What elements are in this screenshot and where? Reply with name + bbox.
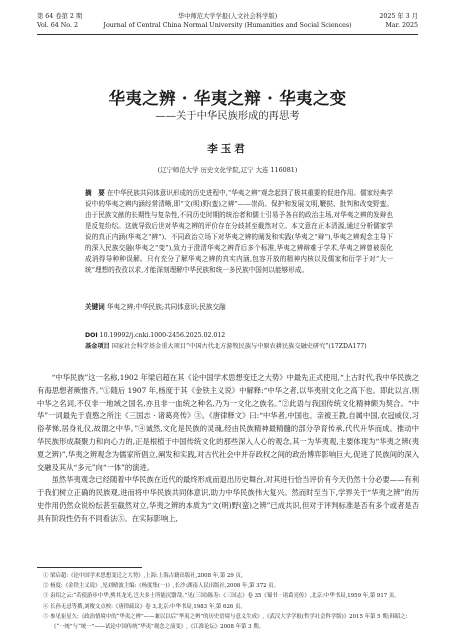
author-name: 李玉君 — [207, 143, 248, 155]
article-body — [37, 372, 419, 526]
fund-label: 基金项目 — [85, 343, 110, 350]
author-affiliation: (辽宁师范大学 历史文化学院,辽宁 大连 116081) — [157, 166, 298, 174]
issue-date-en: Mar. 2025 — [385, 22, 418, 29]
footnote: ③ 袁绍之云:“若使游步中华,骋其龙光,岂夫多士所能沉翳哉。”见(三国)陈寿:《三国志》卷 35《蜀书 · 诸葛亮传》,北京:中华书局,1959 年,第 917 页。 — [43, 593, 400, 600]
keywords — [85, 301, 393, 311]
article-title: 华夷之辨 · 华夷之辩 · 华夷之变 — [108, 89, 347, 108]
volume-cn: 第 64 卷第 2 期 — [37, 13, 83, 20]
abstract-label: 摘 要 — [85, 189, 105, 197]
article-meta — [85, 330, 405, 352]
footnote: ② 杨度:《金铁主义说》,见刘晴波主编:《杨度集(一)》,长沙:湖南人民出版社,2008 年,第 372 页。 — [43, 583, 280, 590]
doi-text: 10.19992/j.cnki.1000-2456.2025.02.012 — [99, 332, 226, 339]
abstract — [85, 188, 393, 276]
keywords-text: 华夷之辨;中华民族;共同体意识;民族交融 — [106, 303, 226, 311]
issue-date-cn: 2025 年 3 月 — [379, 13, 418, 20]
volume-en: Vol. 64 No. 2 — [37, 22, 78, 29]
footnote: ① 梁启超:《论中国学术思想变迁之大势》,上海:上海古籍出版社,2008 年,第 29 页。 — [43, 573, 247, 579]
fund-text: 国家社会科学基金重大项目“中国古代北方游牧民族与中原农耕民族交融史研究”(17ZDA177) — [111, 343, 367, 350]
body-paragraph: 虽然华夷观念已经随着中华民族在近代的最终形成而退出历史舞台,对其进行恰当评价有今天仍然十分必要——有利于我们树立正确的民族观,进而将中华民族共同体意识,助力中华民族伟大复兴。然而时至当下,学界关于“华夷之辨”的历史作用仍然众说纷纭甚至截然对立,华夷之辨的本质为“文(明)野(蛮)之辨”已成共识,但对于评判标准是否有多个或者是否具有阶段性仍有不同看法⑤。在实际影响上, — [37, 475, 419, 523]
footnote: ④ 长孙无忌等撰,刘俊文点校:《唐律疏议》卷 3,北京:中华书局,1983 年,第 626 页。 — [43, 603, 246, 610]
body-paragraph: “中华民族”这一名称,1902 年梁启超在其《论中国学术思想变迁之大势》中最先正式使用,“上古时代,我中华民族之有海思想者厥惟齐。”①随后 1907 年,杨度于其《金铁主义说》中解释:“中华之者,以华夷别文化之高下也。即此以言,则中华之名词,不仅非一地域之国名,亦且非一血统之种名,乃为一文化之族名。”②此语与我国传统文化精神颇为契合。“中华”一词最先于袁愍之所注《三国志 · 诸葛亮传》③。《唐律释文》曰:“中华者,中国也。亲被王教,自属中国,衣冠威仪,习俗孝悌,居身礼仪,故谓之中华。”④诚然,文化是民族的灵魂,经由民族精神最精髓的部分孕育传承,代代升华而成。推动中华民族形成凝聚力和向心力的,正是根植于中国传统文化的那些深入人心的观念,其一为华夷观,主要体现为“华夷之辨(夷夏之辨)”,华夷之辨观念为儒家所倡立,阐发和实践,对古代社会中并存政权之间的政治博弈影响巨大,促进了民族间的深入交融及其从“多元”向“一体”的演进。 — [37, 373, 419, 472]
doi-label: DOI — [85, 332, 98, 339]
issue-date — [379, 12, 418, 30]
journal-name-cn: 华中师范大学学报(人文社会科学版) — [177, 13, 278, 20]
footnotes — [37, 571, 419, 632]
journal-name — [37, 12, 418, 30]
journal-name-en: Journal of Central China Normal University (Humanities and Social Sciences) — [103, 22, 352, 29]
fund-line — [85, 341, 405, 352]
footnote: ⑤ 参见崔星久:《政治情境中的“华夷之辨”——兼以以后“华夷之辨”的历史语境与意义生成》,《武汉大学学报(哲学社会科学版)》2015 年第 5 期;韩昭之:《“一统”与“统一”——试论中国传统“华夷”观念之演变》,《江淮论坛》2008 年第 3 期。 — [43, 613, 408, 631]
abstract-text: 在中华民族共同体意识形成的历史进程中,“华夷之辨”观念起到了极其重要的促进作用。儒家经典学说中的华夷之辨内涵经常清晰,即“文(明)野(蛮)之辨”——崇尚、保护和发展文明,鞭挞、批判和改变野蛮。由于民族文献的长期性与复杂性,不同历史时期的统治者和儒士引易予各自的政治主场,对华夷之辨的发辩也是反复纷纭。这就导致后世对华夷之辨的评价存在分歧甚至截然对立。本文意在正本清源,通过分析儒家学说的真正内涵(华夷之“辨”)、不同政治立场下对华夷之辨的阐发和实践(华夷之“辩”),华夷之辨观念主导下的深入民族交融(华夷之“变”),致力于澄清华夷之辨背后多个标准,华夷之辨辩难于学术,华夷之辨曾被误化成消得导种种误解。只有充分了解华夷之辨的真实内涵,包容开放的精神内核以及儒家和衍学于对“大一统”理想的孜孜以求,才能深刻理解中华民族和统一多民族中国何以能够形成。 — [85, 189, 393, 274]
article-subtitle: ——关于中华民族形成的再思考 — [155, 110, 300, 122]
running-header — [37, 12, 418, 35]
keywords-label: 关键词 — [85, 303, 105, 311]
footnote-divider — [37, 567, 142, 568]
doi-line — [85, 330, 405, 341]
